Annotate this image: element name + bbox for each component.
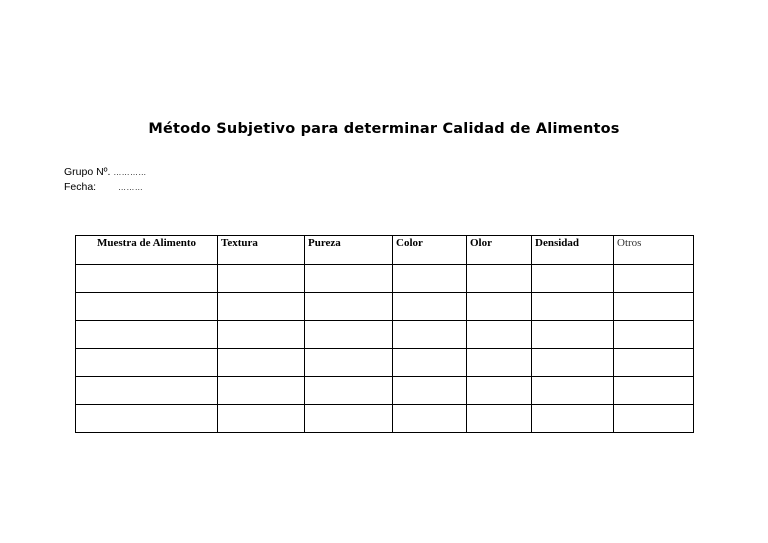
table-cell[interactable] <box>614 321 694 349</box>
table-header-row <box>76 236 694 265</box>
table-cell[interactable] <box>218 321 305 349</box>
table-cell[interactable] <box>614 349 694 377</box>
table-cell[interactable] <box>532 377 614 405</box>
table-row <box>76 405 694 433</box>
table-cell[interactable] <box>305 405 393 433</box>
table-cell[interactable] <box>614 377 694 405</box>
table-cell[interactable] <box>76 293 218 321</box>
table-cell[interactable] <box>393 377 467 405</box>
table-cell[interactable] <box>614 293 694 321</box>
table-cell[interactable] <box>218 377 305 405</box>
table-cell[interactable] <box>76 405 218 433</box>
table-cell[interactable] <box>532 349 614 377</box>
table-cell[interactable] <box>305 377 393 405</box>
table-cell[interactable] <box>393 321 467 349</box>
table-cell[interactable] <box>467 293 532 321</box>
table-row <box>76 377 694 405</box>
date-label: Fecha: <box>64 181 97 193</box>
food-quality-table <box>75 235 694 433</box>
table-cell[interactable] <box>532 405 614 433</box>
table-cell[interactable] <box>614 265 694 293</box>
table-cell[interactable] <box>393 349 467 377</box>
table-cell[interactable] <box>393 265 467 293</box>
table-cell[interactable] <box>76 349 218 377</box>
table-cell[interactable] <box>76 265 218 293</box>
table-cell[interactable] <box>393 405 467 433</box>
table-cell[interactable] <box>76 321 218 349</box>
header-muestra: Muestra de Alimento <box>76 236 218 265</box>
table-cell[interactable] <box>467 265 532 293</box>
document-title: Método Subjetivo para determinar Calidad de Alimentos <box>148 121 620 137</box>
date-field <box>64 181 143 193</box>
header-textura: Textura <box>218 236 305 265</box>
table-cell[interactable] <box>305 349 393 377</box>
table-cell[interactable] <box>305 321 393 349</box>
date-blank: ……… <box>118 183 144 192</box>
table-cell[interactable] <box>467 321 532 349</box>
table-cell[interactable] <box>76 377 218 405</box>
table-cell[interactable] <box>218 265 305 293</box>
table-cell[interactable] <box>532 321 614 349</box>
header-olor: Olor <box>467 236 532 265</box>
table-cell[interactable] <box>532 265 614 293</box>
table-cell[interactable] <box>305 293 393 321</box>
group-number-blank: ………… <box>113 168 147 177</box>
table-cell[interactable] <box>218 405 305 433</box>
table-cell[interactable] <box>532 293 614 321</box>
table-cell[interactable] <box>467 349 532 377</box>
table-cell[interactable] <box>218 293 305 321</box>
group-number-label: Grupo Nº. <box>64 166 111 178</box>
group-number-field <box>64 166 147 178</box>
table-cell[interactable] <box>393 293 467 321</box>
table-cell[interactable] <box>305 265 393 293</box>
table-cell[interactable] <box>218 349 305 377</box>
table-row <box>76 293 694 321</box>
header-otros: Otros <box>614 236 694 265</box>
table-cell[interactable] <box>467 377 532 405</box>
table-row <box>76 349 694 377</box>
table-row <box>76 321 694 349</box>
header-pureza: Pureza <box>305 236 393 265</box>
table-cell[interactable] <box>467 405 532 433</box>
table-cell[interactable] <box>614 405 694 433</box>
header-densidad: Densidad <box>532 236 614 265</box>
header-color: Color <box>393 236 467 265</box>
table-row <box>76 265 694 293</box>
